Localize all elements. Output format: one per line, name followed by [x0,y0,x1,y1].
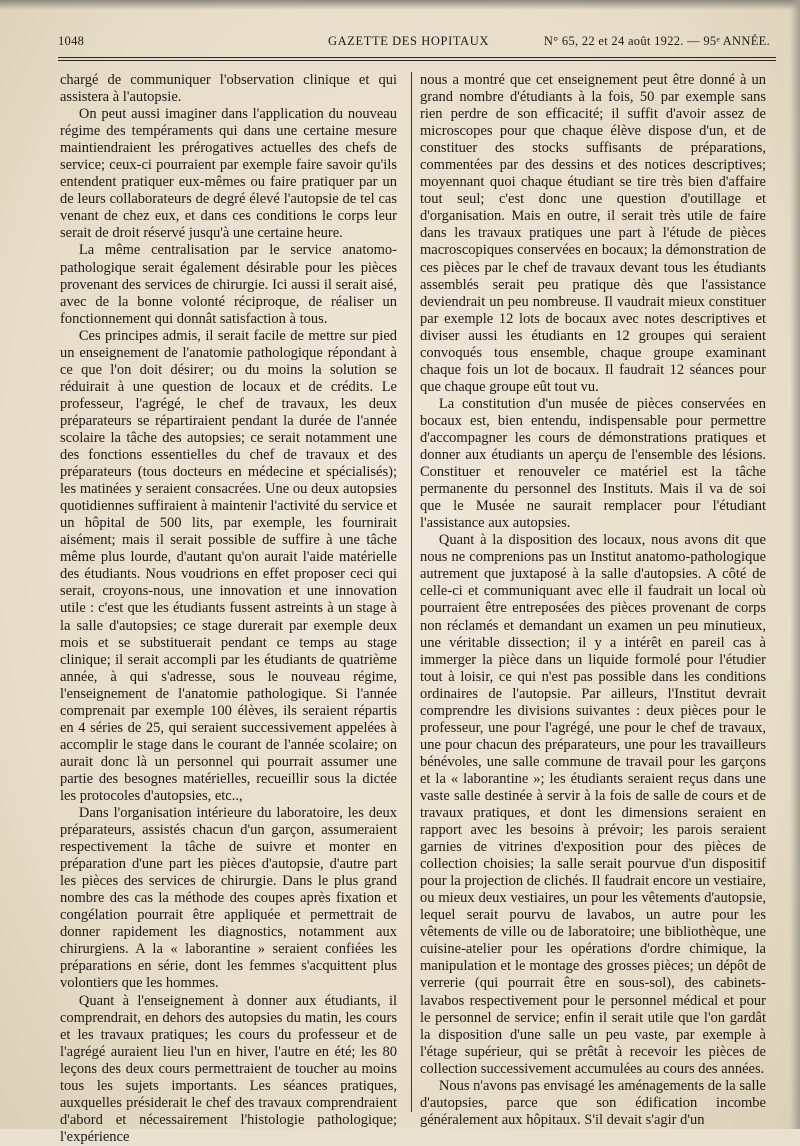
right-column [420,72,766,1128]
page-top-shadow [0,0,800,10]
left-column [60,72,397,1145]
journal-title: GAZETTE DES HOPITAUX [328,34,489,48]
paragraph: nous a montré que cet enseignement peut être donné à un grand nombre d'étudiants à la fois, 50 par exemple sans rien perdre de son efficacité; il suffit d'avoir assez de microscopes pour que chaque élève dispose d'un, et de constituer des stocks suffisants de préparations, commentées par des dessins et des notices descriptives; moyennant quoi chaque étudiant se tire très bien d'affaire tout seul; c'est donc une question d'outillage et d'organisation. Mais en outre, il serait très utile de faire dans les travaux pratiques une part à l'étude de pièces macroscopiques conservées en bocaux; la démonstration de ces pièces par le chef de travaux devant tous les étudiants assemblés serait peu pratique dès que l'assistance deviendrait un peu nombreuse. Il vaudrait mieux constituer par exemple 12 lots de bocaux avec notes descriptives et diviser aussi les étudiants en 12 groupes qui seraient convoqués tous ensemble, chaque groupe examinant chaque fois un lot de bocaux. Il faudrait 12 séances pour que chaque groupe eût tout vu. [420,72,766,395]
paragraph: La même centralisation par le service anatomo-pathologique serait également désirable pour les pièces provenant des services de chirurgie. Ici aussi il serait aisé, avec de la bonne volonté réciproque, de réaliser un fonctionnement qui donnât satisfaction à tous. [60,242,397,327]
paragraph: La constitution d'un musée de pièces conservées en bocaux est, bien entendu, indispensable pour permettre d'accompagner les cours de démonstrations pratiques et donner aux étudiants un aperçu de l'ensemble des lésions. Constituer et renouveler ce matériel est la tâche permanente du personnel des Instituts. Mais il va de soi que le Musée ne saurait remplacer pour l'étudiant l'assistance aux autopsies. [420,395,766,532]
paragraph: chargé de communiquer l'observation clinique et qui assistera à l'autopsie. [60,72,397,106]
issue-info: N° 65, 22 et 24 août 1922. — 95ᵉ ANNÉE. [543,34,770,48]
paragraph: Nous n'avons pas envisagé les aménagements de la salle d'autopsies, parce que son édification incombe généralement aux hôpitaux. S'il devait s'agir d'un [420,1077,766,1128]
page-right-shadow [790,0,800,1129]
paragraph: Quant à l'enseignement à donner aux étudiants, il comprendrait, en dehors des autopsies du matin, les cours et les travaux pratiques; les cours du professeur et de l'agrégé auraient lieu l'un en hiver, l'autre en été; les 80 leçons des deux cours permettraient de toucher au moins tous les sujets importants. Les séances pratiques, auxquelles présiderait le chef des travaux comprendraient d'abord et nécessairement l'histologie pathologique; l'expérience [60,992,397,1145]
paragraph: Dans l'organisation intérieure du laboratoire, les deux préparateurs, assistés chacun d'un garçon, assumeraient respectivement la tâche de suivre et monter en préparation d'une part les pièces d'autopsie, d'autre part les pièces des services de chirurgie. Dans le plus grand nombre des cas la méthode des coupes après fixation et congélation pourrait être appliquée et permettrait de donner rapidement les diagnostics, notamment aux chirurgiens. A la « laborantine » seraient confiées les préparations en série, dont les femmes s'acquittent plus volontiers que les hommes. [60,805,397,992]
page-number: 1048 [58,34,85,48]
paragraph: On peut aussi imaginer dans l'application du nouveau régime des tempéraments qui dans une certaine mesure maintiendraient les prérogatives actuelles des chefs de service; ceux-ci pourraient par exemple faire savoir qu'ils entendent pratiquer eux-mêmes ou faire pratiquer par un de leurs collaborateurs de degré élevé l'autopsie de tel cas venant de chez eux, et dans ces conditions le corps leur serait de droit réservé jusqu'à une certaine heure. [60,106,397,242]
header-rule-double [58,60,776,61]
header-rule [58,57,776,58]
running-header [58,34,770,54]
column-divider [411,72,412,1112]
paragraph: Ces principes admis, il serait facile de mettre sur pied un enseignement de l'anatomie pathologique répondant à ce que l'on doit désirer; ou du moins la solution se réduirait à une question de locaux et de crédits. Le professeur, l'agrégé, le chef de travaux, les deux préparateurs se répartiraient pendant la durée de l'année scolaire la tâche des autopsies; ce serait notamment une des fonctions essentielles du chef de travaux et des préparateurs (tous docteurs en médecine et spécialisés); les matinées y seraient consacrées. Une ou deux autopsies quotidiennes suffiraient à maintenir l'activité du service et un hôpital de 500 lits, par exemple, les fournirait aisément; mais il serait possible de suffire à une tâche même plus lourde, d'autant qu'on aurait l'aide matérielle des étudiants. Nous voudrions en effet proposer ceci qui serait, croyons-nous, une innovation et une innovation utile : c'est que les étudiants fussent astreints à un stage à la salle d'autopsies; ce stage durerait par exemple deux mois et se substituerait pendant ce temps au stage clinique; il serait accompli par les étudiants de quatrième année, à qui s'adresse, sous le nouveau régime, l'enseignement de l'anatomie pathologique. Si l'année comprenait par exemple 100 élèves, ils seraient répartis en 4 séries de 25, qui seraient successivement appelées à accomplir le stage dans le courant de l'année scolaire; on aurait donc là un personnel qui pourrait assumer une partie des besognes matérielles, recueillir sous la dictée les protocoles d'autopsies, etc.., [60,327,397,804]
paragraph: Quant à la disposition des locaux, nous avons dit que nous ne comprenions pas un Institut anatomo-pathologique autrement que juxtaposé à la salle d'autopsies. A côté de celle-ci et communiquant avec elle il faudrait un local où pourraient être entreposées des pièces provenant de corps non réclamés et demandant un examen un peu minutieux, une véritable dissection; il y a intérêt en pareil cas à immerger la pièce dans un liquide formolé pour l'étudier tout à loisir, ce qui n'est pas possible dans les conditions ordinaires de l'autopsie. Par ailleurs, l'Institut devrait comprendre les divisions suivantes : deux pièces pour le professeur, une pour l'agrégé, une pour le chef de travaux, une pour chacun des préparateurs, une pour les travailleurs bénévoles, une salle commune de travail pour les garçons et la « laborantine »; les étudiants seraient reçus dans une vaste salle destinée à servir à la fois de salle de cours et de travaux pratiques, et dont les dimensions seraient en rapport avec les besoins à prévoir; les parois seraient garnies de vitrines d'exposition pour des pièces de collection choisies; la salle serait pourvue d'un dispositif pour la projection de clichés. Il faudrait encore un vestiaire, ou mieux deux vestiaires, un pour les vêtements d'autopsie, lequel serait pourvu de lavabos, un autre pour les vêtements de ville ou de laboratoire; une bibliothèque, une cuisine-atelier pour les opérations d'ordre chimique, la manipulation et le montage des grosses pièces; un dépôt de verrerie (qui pourrait être en sous-sol), des cabinets-lavabos respectivement pour le personnel médical et pour le personnel de service; enfin il serait utile que l'on gardât la disposition d'une salle un peu vaste, par exemple à l'étage supérieur, qui se prêtât à recevoir les pièces de collection successivement accumulées au cours des années. [420,532,766,1077]
